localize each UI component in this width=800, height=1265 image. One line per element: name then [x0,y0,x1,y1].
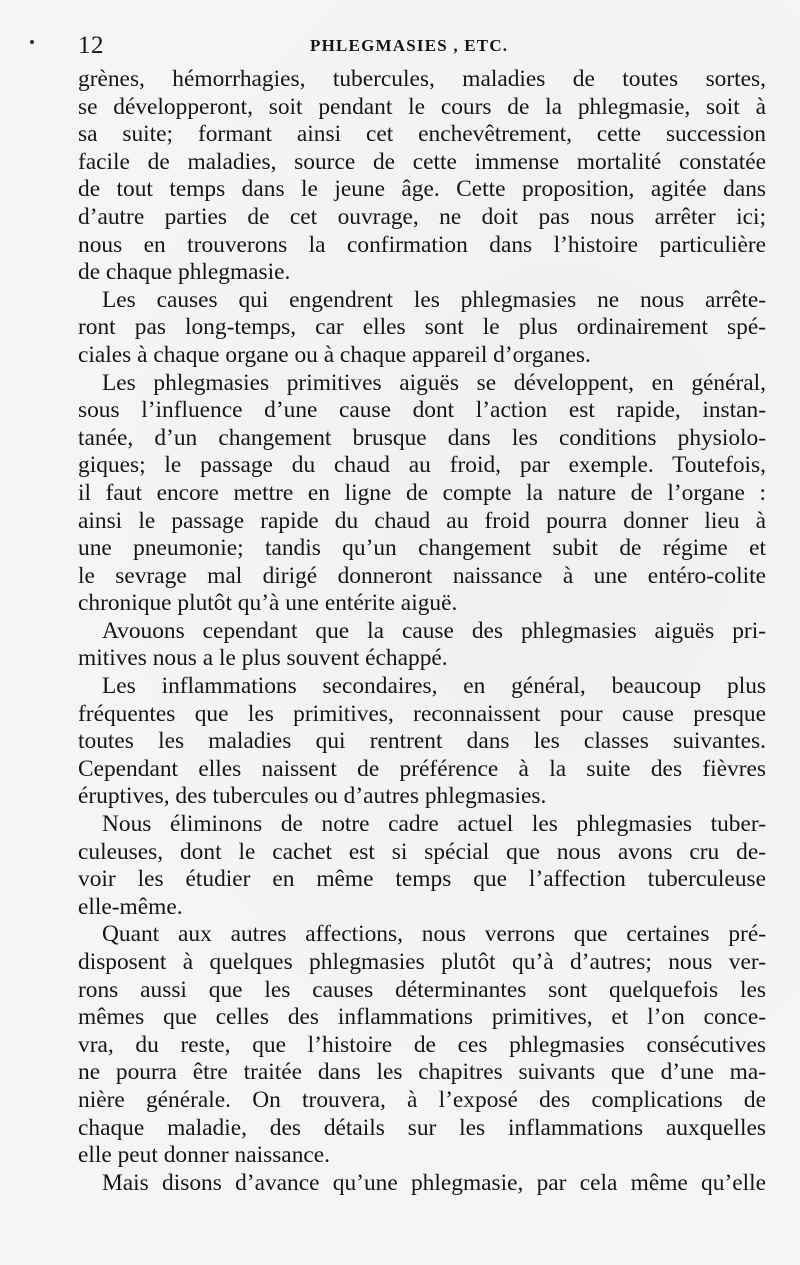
text-line: d’autre parties de cet ouvrage, ne doit pas nous arrêter ici; [78,203,766,230]
text-line: sous l’influence d’une cause dont l’action est rapide, instan- [78,397,766,424]
text-line: Cependant elles naissent de préférence à la suite des fièvres [78,755,766,782]
text-line: fréquentes que les primitives, reconnaissent pour cause presque [78,700,766,727]
text-line: culeuses, dont le cachet est si spécial que nous avons cru de- [78,838,766,865]
text-line: voir les étudier en même temps que l’affection tuberculeuse [78,866,766,893]
text-line: ainsi le passage rapide du chaud au froid pourra donner lieu à [78,507,766,534]
text-line: il faut encore mettre en ligne de compte la nature de l’organe : [78,479,766,506]
text-line: se développeront, soit pendant le cours de la phlegmasie, soit à [78,93,766,120]
text-line: ront pas long-temps, car elles sont le plus ordinairement spé- [78,314,766,341]
page-header [78,28,768,68]
text-line: nous en trouverons la confirmation dans l’histoire particulière [78,231,766,258]
text-line: mêmes que celles des inflammations primitives, et l’on conce- [78,1004,766,1031]
text-line: une pneumonie; tandis qu’un changement subit de régime et [78,535,766,562]
text-line: sa suite; formant ainsi cet enchevêtrement, cette succession [78,121,766,148]
text-line: giques; le passage du chaud au froid, par exemple. Toutefois, [78,452,766,479]
text-line: disposent à quelques phlegmasies plutôt qu’à d’autres; nous ver- [78,949,766,975]
text-line: chaque maladie, des détails sur les inflammations auxquelles [78,1114,766,1141]
text-line: Nous éliminons de notre cadre actuel les phlegmasies tuber- [102,811,766,838]
text-line: Mais disons d’avance qu’une phlegmasie, par cela même qu’elle [102,1169,766,1196]
text-line: tanée, d’un changement brusque dans les conditions physiolo- [78,424,766,451]
text-line: vra, du reste, que l’histoire de ces phlegmasies consécutives [78,1031,766,1058]
text-line: elle-même. [78,893,183,920]
text-line: chronique plutôt qu’à une entérite aiguë. [78,590,458,617]
page-number: 12 [78,32,104,59]
text-line: mitives nous a le plus souvent échappé. [78,645,448,672]
text-line: rons aussi que les causes déterminantes sont quelquefois les [78,976,766,1003]
text-line: le sevrage mal dirigé donneront naissance à une entéro-colite [78,562,766,589]
text-line: éruptives, des tubercules ou d’autres phlegmasies. [78,783,547,810]
ink-speck [30,40,34,44]
text-line: nière générale. On trouvera, à l’exposé des complications de [78,1086,766,1113]
text-line: de tout temps dans le jeune âge. Cette proposition, agitée dans [78,176,766,203]
text-line: Les phlegmasies primitives aiguës se développent, en général, [102,369,766,396]
text-line: Les inflammations secondaires, en général, beaucoup plus [102,673,766,700]
text-line: elle peut donner naissance. [78,1142,330,1169]
text-line: toutes les maladies qui rentrent dans les classes suivantes. [78,728,766,755]
text-line: ciales à chaque organe ou à chaque appareil d’organes. [78,341,591,368]
text-line: grènes, hémorrhagies, tubercules, maladies de toutes sortes, [78,66,766,92]
text-line: Les causes qui engendrent les phlegmasies ne nous arrête- [102,286,766,313]
text-line: facile de maladies, source de cette immense mortalité constatée [78,148,766,175]
running-head: PHLEGMASIES , ETC. [310,36,509,55]
text-line: Quant aux autres affections, nous verrons que certaines pré- [102,921,766,948]
text-line: Avouons cependant que la cause des phlegmasies aiguës pri- [102,617,766,644]
text-line: ne pourra être traitée dans les chapitres suivants que d’une ma- [78,1059,766,1086]
body-text [78,66,766,1197]
text-line: de chaque phlegmasie. [78,259,291,286]
